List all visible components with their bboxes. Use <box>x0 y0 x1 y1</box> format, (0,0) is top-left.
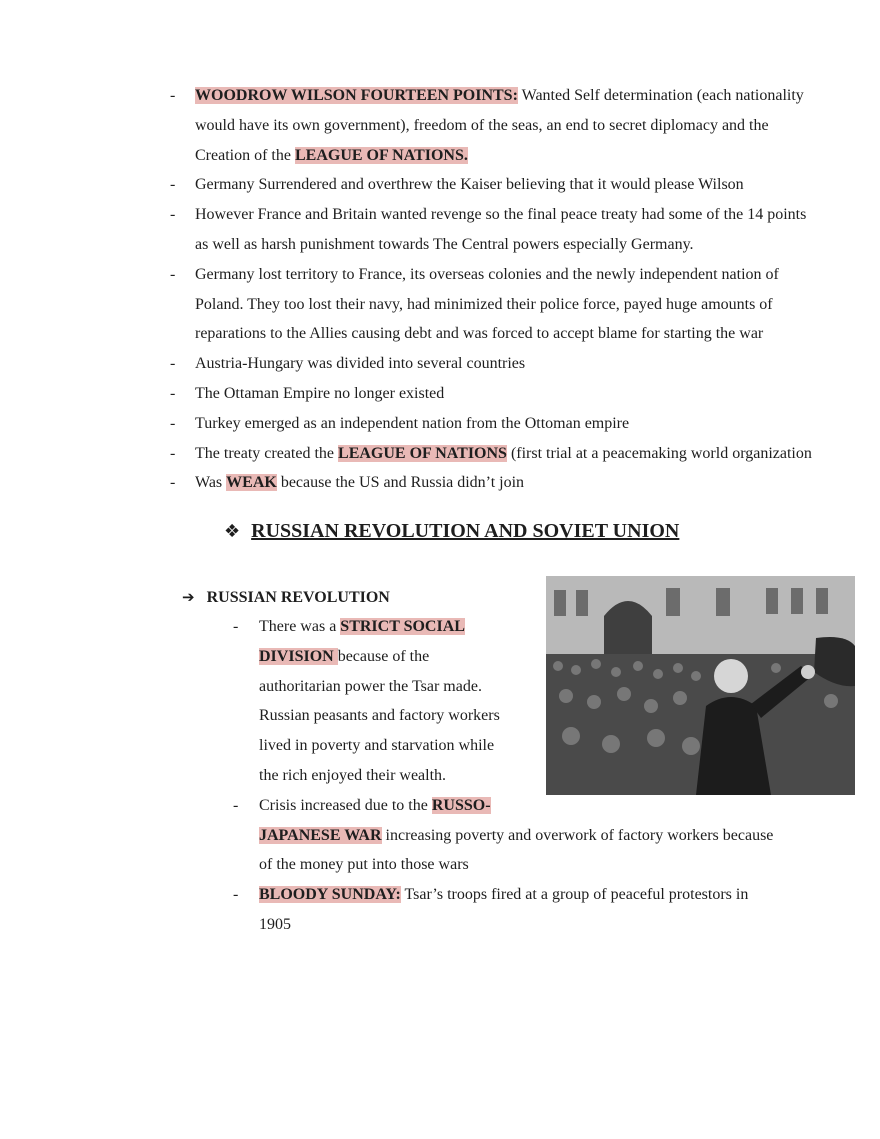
dash-bullet: - <box>233 886 239 904</box>
body-text: Creation of the <box>195 146 295 164</box>
lenin-speech-photo <box>546 576 855 795</box>
photo-illustration <box>546 576 855 795</box>
text-line <box>195 379 880 409</box>
dash-bullet: - <box>170 87 176 104</box>
dash-bullet: - <box>233 618 239 635</box>
treaty-bullet-item <box>170 200 880 260</box>
body-text: increasing poverty and overwork of factory workers because <box>381 826 774 844</box>
body-text: 1905 <box>259 915 291 933</box>
highlighted-term: LEAGUE OF NATIONS. <box>294 146 468 164</box>
dash-bullet: - <box>170 414 176 432</box>
highlighted-term: RUSSO- <box>431 796 491 814</box>
text-line <box>195 170 880 200</box>
text-line <box>259 821 833 851</box>
revolution-bullet-item <box>233 880 833 940</box>
treaty-bullet-item <box>170 81 880 170</box>
highlighted-term: STRICT SOCIAL <box>340 618 465 635</box>
body-text: reparations to the Allies causing debt and was forced to accept blame for starting the war <box>195 325 764 343</box>
dash-bullet: - <box>233 796 239 814</box>
body-text: Germany lost territory to France, its overseas colonies and the newly independent nation of <box>195 265 779 283</box>
body-text: The treaty created the <box>195 444 339 462</box>
body-text: Germany Surrendered and overthrew the Kaiser believing that it would please Wilson <box>195 176 744 194</box>
body-text: as well as harsh punishment towards The Central powers especially Germany. <box>195 235 694 253</box>
body-text: of the money put into those wars <box>259 856 469 874</box>
highlighted-term: DIVISION <box>259 647 338 665</box>
body-text: The Ottaman Empire no longer existed <box>195 384 445 402</box>
body-text: However France and Britain wanted revenge so the final peace treaty had some of the 14 points <box>195 206 807 224</box>
treaty-bullet-item <box>170 409 880 439</box>
subsection-heading-text: RUSSIAN REVOLUTION <box>206 589 390 606</box>
section-heading <box>224 517 679 546</box>
body-text: would have its own government), freedom of the seas, an end to secret diplomacy and the <box>195 116 769 134</box>
text-line <box>195 230 880 260</box>
text-line <box>259 910 833 940</box>
highlighted-term: JAPANESE WAR <box>259 826 382 844</box>
text-line <box>195 81 880 111</box>
body-text: authoritarian power the Tsar made. <box>259 677 482 695</box>
body-text: Tsar’s troops fired at a group of peaceful protestors in <box>400 886 749 904</box>
dash-bullet: - <box>170 444 176 462</box>
body-text: Wanted Self determination (each nationality <box>517 87 804 104</box>
body-text: There was a <box>259 618 341 635</box>
body-text: because the US and Russia didn’t join <box>276 474 525 492</box>
treaty-bullet-list <box>130 81 880 498</box>
text-line <box>259 791 833 821</box>
subsection-heading <box>182 583 390 612</box>
treaty-bullet-item <box>170 260 880 349</box>
body-text: Poland. They too lost their navy, had minimized their police force, payed huge amounts of <box>195 295 773 313</box>
text-line <box>195 111 880 141</box>
diamond-bullet-icon: ❖ <box>224 521 241 542</box>
text-line <box>195 468 880 498</box>
body-text: Russian peasants and factory workers <box>259 707 500 725</box>
body-text: because of the <box>337 647 430 665</box>
dash-bullet: - <box>170 176 176 194</box>
treaty-bullet-item <box>170 439 880 469</box>
text-line <box>195 349 880 379</box>
body-text: Turkey emerged as an independent nation from the Ottoman empire <box>195 414 630 432</box>
dash-bullet: - <box>170 384 176 402</box>
text-line <box>259 850 833 880</box>
text-line <box>195 290 880 320</box>
highlighted-term: LEAGUE OF NATIONS <box>338 444 507 462</box>
arrow-bullet-icon: ➔ <box>182 588 195 606</box>
highlighted-term: BLOODY SUNDAY: <box>259 886 401 904</box>
body-text: Was <box>195 474 227 492</box>
body-text: the rich enjoyed their wealth. <box>259 766 447 784</box>
highlighted-term: WEAK <box>226 474 277 492</box>
text-line <box>195 439 880 469</box>
text-line <box>195 319 880 349</box>
dash-bullet: - <box>170 355 176 373</box>
text-line <box>195 260 880 290</box>
treaty-bullet-item <box>170 468 880 498</box>
treaty-bullet-item <box>170 379 880 409</box>
section-heading-text: RUSSIAN REVOLUTION AND SOVIET UNION <box>251 520 680 542</box>
body-text: Austria-Hungary was divided into several countries <box>195 355 526 373</box>
text-line <box>195 200 880 230</box>
revolution-bullet-item <box>233 791 833 880</box>
body-text: Crisis increased due to the <box>259 796 432 814</box>
body-text: lived in poverty and starvation while <box>259 737 495 755</box>
text-line <box>259 880 833 910</box>
text-line <box>195 141 880 171</box>
text-line <box>195 409 880 439</box>
treaty-bullet-item <box>170 349 880 379</box>
dash-bullet: - <box>170 474 176 492</box>
treaty-bullet-item <box>170 170 880 200</box>
body-text: (first trial at a peacemaking world organization <box>506 444 812 462</box>
dash-bullet: - <box>170 265 176 283</box>
dash-bullet: - <box>170 206 176 224</box>
highlighted-term: WOODROW WILSON FOURTEEN POINTS: <box>195 87 518 104</box>
